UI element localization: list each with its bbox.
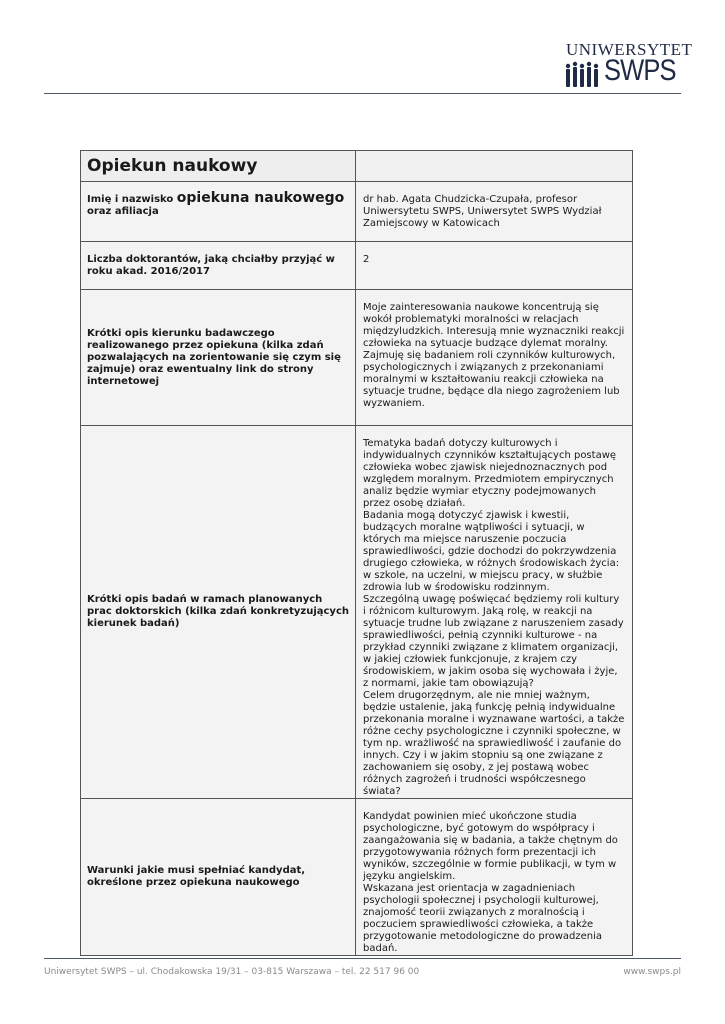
footer-website-link[interactable]: www.swps.pl	[623, 967, 681, 977]
paragraph: Celem drugorzędnym, ale nie mniej ważnym, będzie ustalenie, jaką funkcję pełnią indywidualne przekonania moralne i wyznawane wartości, a także różne cechy psychologiczne i czynniki społeczne, w tym np. wrażliwość na sprawiedliwość i zaufanie do innych. Czy i w jakim stopniu są one związane z zachowaniem się osoby, z jej postawą wobec różnych zagrożeń i trudności współczesnego świata?	[363, 690, 625, 797]
label-part: oraz afiliacja	[87, 206, 159, 217]
logo-figures-icon	[564, 60, 604, 88]
row-value-doctoral-count: 2	[363, 254, 370, 265]
row-value-cell	[356, 242, 633, 290]
label-part: Imię i nazwisko	[87, 194, 177, 205]
university-logo	[560, 40, 693, 90]
row-value-cell	[356, 426, 633, 799]
page-title: Opiekun naukowy	[87, 156, 258, 176]
row-label-cell	[81, 290, 356, 426]
row-label-planned-research: Krótki opis badań w ramach planowanych prac doktorskich (kilka zdań konkretyzujących kierunek badań)	[87, 594, 349, 629]
row-value-name-affiliation: dr hab. Agata Chudzicka-Czupała, profesor Uniwersytetu SWPS, Uniwersytet SWPS Wydział Zamiejscowy w Katowicach	[363, 194, 602, 229]
paragraph: Szczególną uwagę poświęcać będziemy roli kultury i różnicom kulturowym. Jaką rolę, w reakcji na sytuacje trudne lub związane z naruszeniem zasady sprawiedliwości, pełnią czynniki kulturowe - na przykład czynniki związane z klimatem organizacji, w jakiej człowiek funkcjonuje, z krajem czy środowiskiem, w jakim osoba się wychowała i żyje, z normami, jakie tam obowiązują?	[363, 594, 624, 689]
row-value-planned-research	[356, 426, 632, 798]
logo-swps-word: SWPS	[604, 54, 676, 87]
row-label-cell	[81, 182, 356, 242]
row-label-cell	[81, 242, 356, 290]
row-value-cell	[356, 290, 633, 426]
paragraph: Tematyka badań dotyczy kulturowych i indywidualnych czynników kształtujących postawę człowieka wobec zjawisk niejednoznacznych pod względem moralnym. Przedmiotem empirycznych analiz będzie wymiar etyczny podejmowanych przez osobę działań.	[363, 438, 617, 509]
row-label-cell	[81, 426, 356, 799]
paragraph: Badania mogą dotyczyć zjawisk i kwestii, budzących moralne wątpliwości i sytuacji, w których ma miejsce naruszenie poczucia sprawiedliwości, gdzie dochodzi do pokrzywdzenia drugiego człowieka, w różnych środowiskach życia: w szkole, na uczelni, w miejscu pracy, w służbie zdrowia lub w środowisku rodzinnym.	[363, 510, 620, 593]
table-row	[81, 426, 633, 799]
table-row	[81, 290, 633, 426]
row-label-name-affiliation	[81, 182, 355, 218]
logo-university-word: UNIWERSYTET	[566, 40, 693, 59]
title-empty-cell	[356, 151, 633, 182]
table-row	[81, 799, 633, 956]
row-label-doctoral-count: Liczba doktorantów, jaką chciałby przyjąć w roku akad. 2016/2017	[87, 254, 335, 277]
table-header-row	[81, 151, 633, 182]
row-label-cell	[81, 799, 356, 956]
label-part-big: opiekuna naukowego	[176, 190, 345, 206]
table-row	[81, 182, 633, 242]
header-divider	[44, 93, 681, 94]
row-value-cell	[356, 799, 633, 956]
table-row	[81, 242, 633, 290]
row-label-candidate-requirements: Warunki jakie musi spełniać kandydat, określone przez opiekuna naukowego	[87, 865, 306, 888]
paragraph: Wskazana jest orientacja w zagadnieniach psychologii społecznej i psychologii kulturowej, znajomość teorii związanych z moralnością i poczuciem sprawiedliwości człowieka, a także przygotowanie metodologiczne do prowadzenia badań.	[363, 883, 603, 954]
title-cell	[81, 151, 356, 182]
paragraph: Kandydat powinien mieć ukończone studia psychologiczne, być gotowym do współpracy i zaangażowania się w badania, a także chętnym do przygotowywania różnych form prezentacji ich wyników, szczególnie w formie publikacji, w tym w języku angielskim.	[363, 811, 618, 882]
footer-divider	[44, 958, 681, 959]
supervisor-form-table	[80, 150, 633, 956]
footer-address: Uniwersytet SWPS – ul. Chodakowska 19/31 – 03-815 Warszawa – tel. 22 517 96 00	[44, 967, 420, 977]
row-value-candidate-requirements	[356, 799, 632, 955]
row-value-cell	[356, 182, 633, 242]
row-value-research-direction: Moje zainteresowania naukowe koncentrują się wokół problematyki moralności w relacjach międzyludzkich. Interesują mnie wyznaczniki reakcji człowieka na sytuacje budzące dylemat moralny. Zajmuję się badaniem roli czynników kulturowych, psychologicznych i związanych z przekonaniami moralnymi w kształtowaniu reakcji człowieka na sytuacje trudne, będące dla niego zagrożeniem lub wyzwaniem.	[363, 302, 625, 409]
row-label-research-direction: Krótki opis kierunku badawczego realizowanego przez opiekuna (kilka zdań pozwalających na zorientowanie się czym się zajmuje) oraz ewentualny link do strony internetowej	[87, 327, 341, 387]
